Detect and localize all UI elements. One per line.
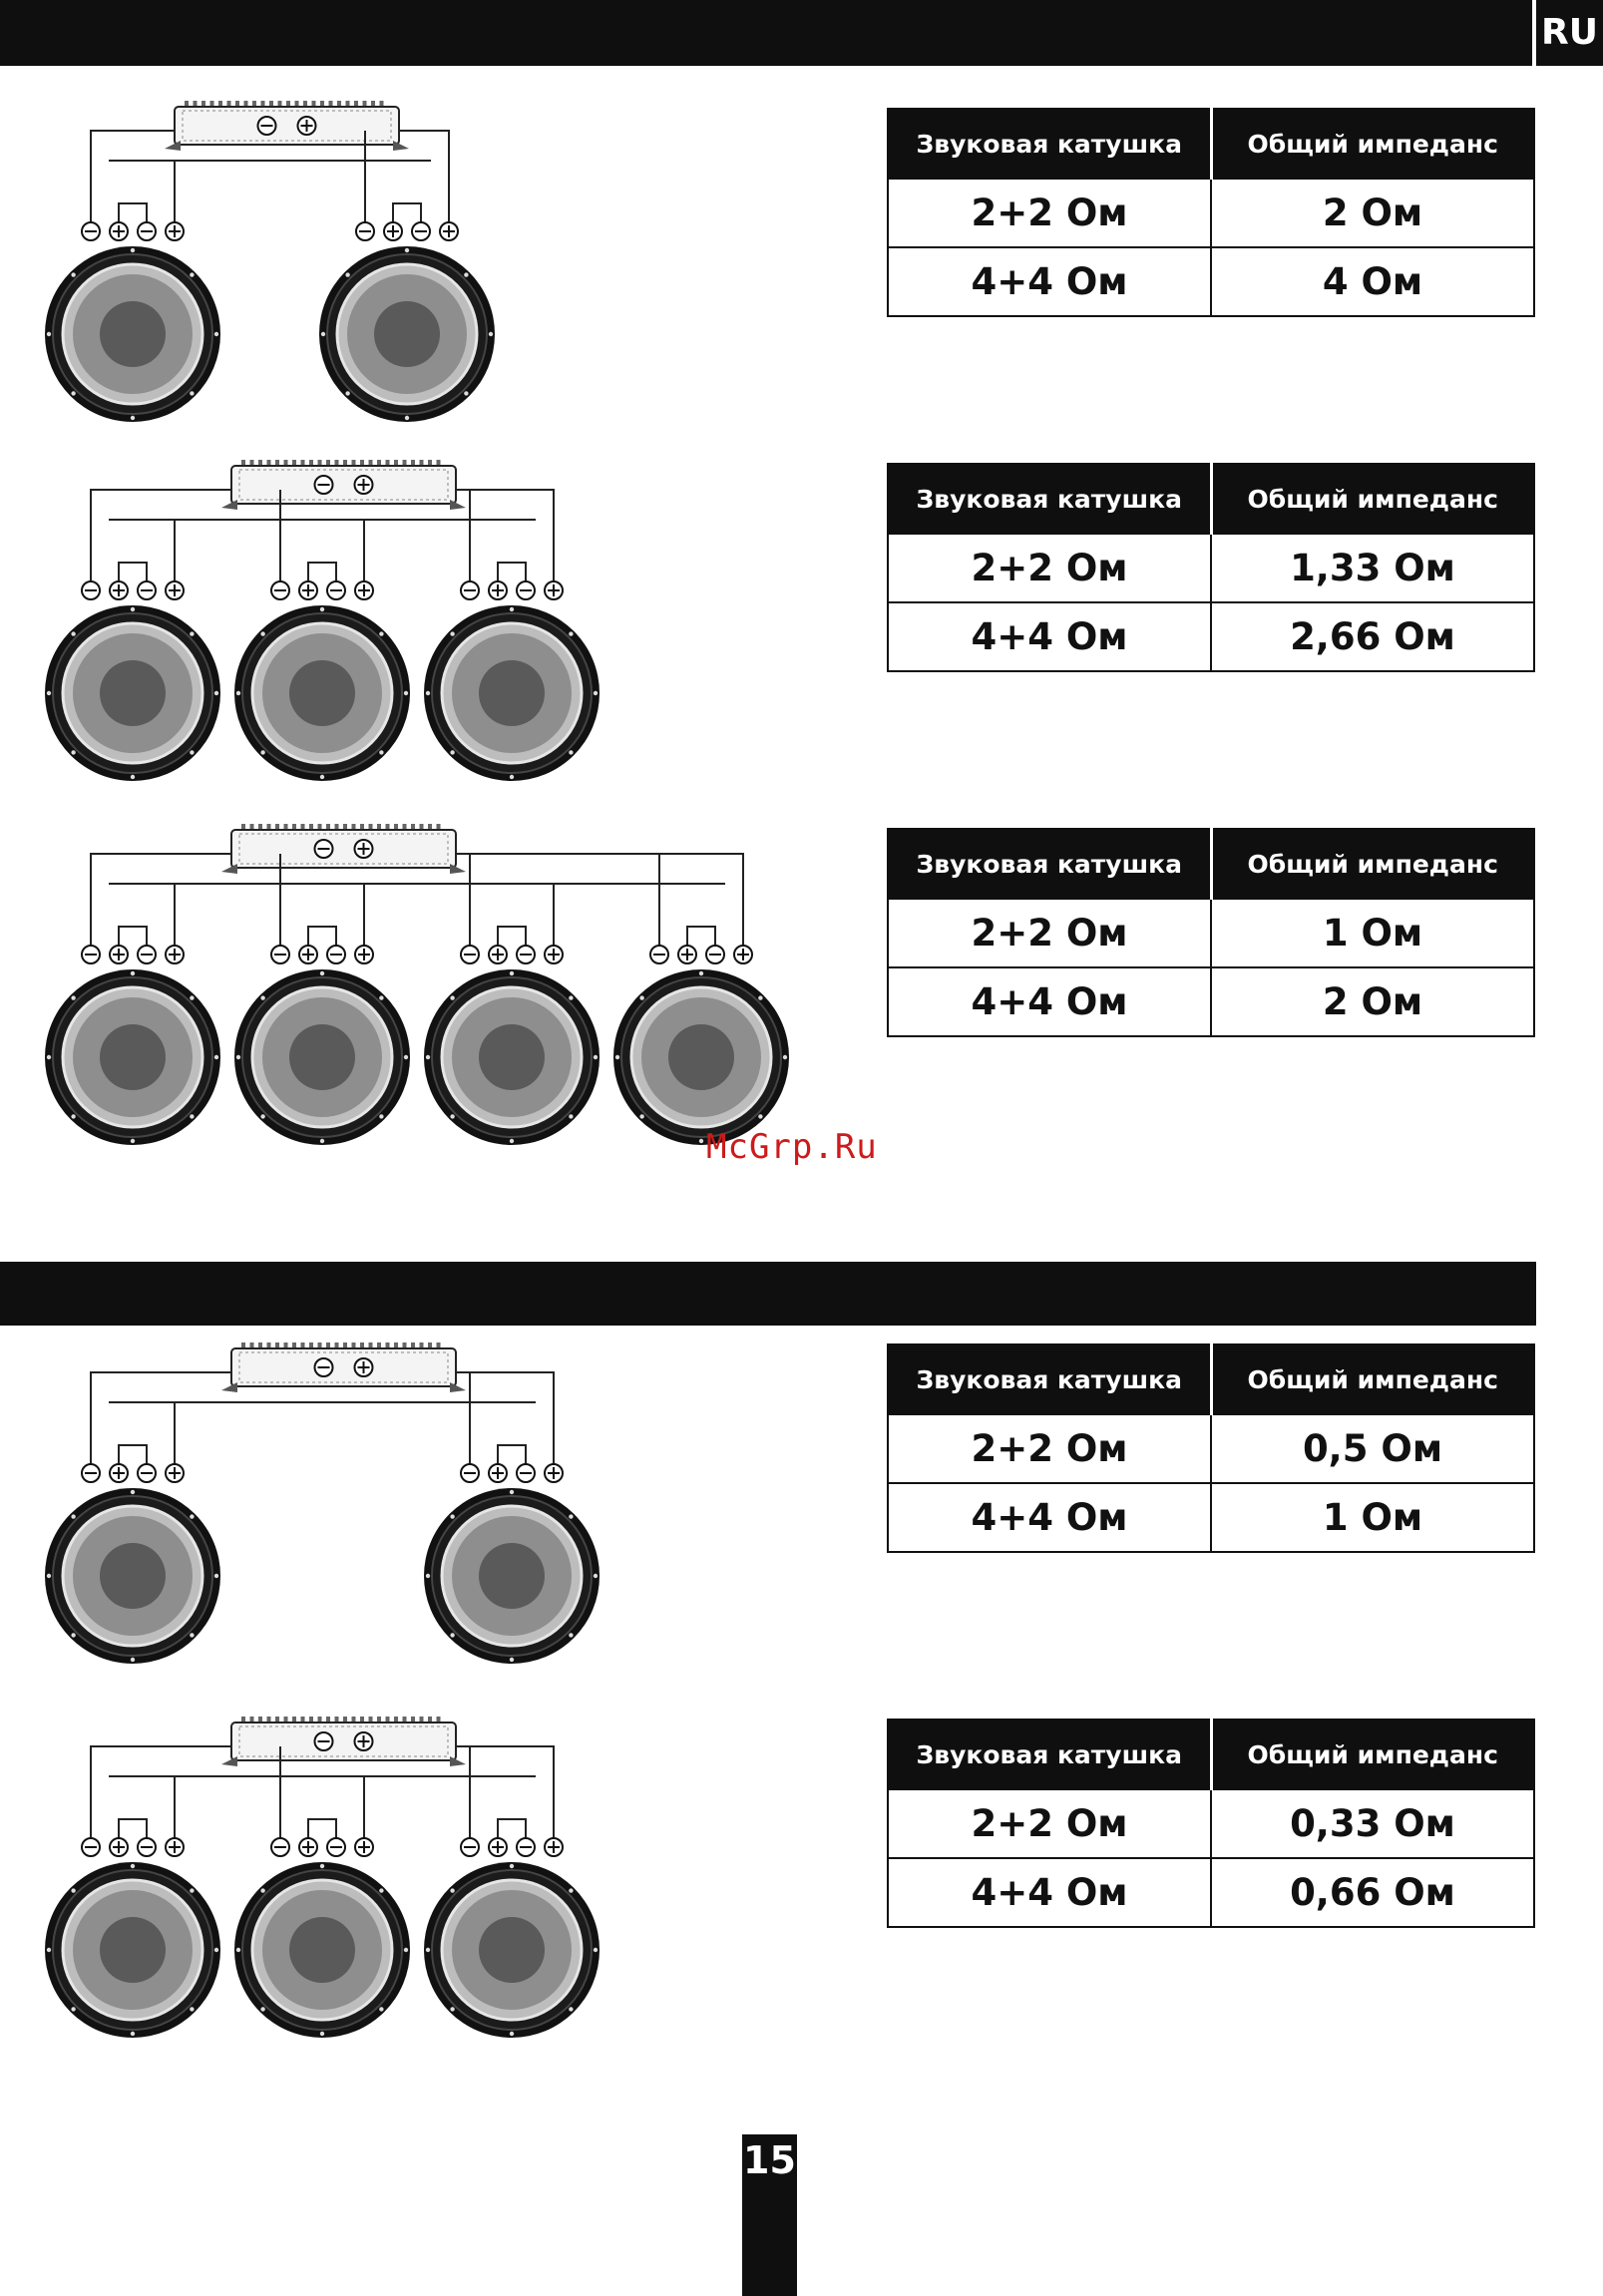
table-row bbox=[888, 1483, 1534, 1552]
wiring-diagram-4 bbox=[0, 1337, 638, 1681]
terminal-plus-icon bbox=[110, 222, 128, 240]
terminal-plus-icon bbox=[545, 581, 563, 599]
coil-cell: 4+4 Ом bbox=[888, 602, 1211, 671]
terminal-plus-icon bbox=[166, 1838, 184, 1856]
terminal-minus-icon bbox=[271, 1838, 289, 1856]
terminal-minus-icon bbox=[517, 1838, 535, 1856]
coil-cell: 4+4 Ом bbox=[888, 1858, 1211, 1927]
terminal-plus-icon bbox=[355, 1732, 373, 1750]
terminal-plus-icon bbox=[545, 946, 563, 963]
table-row bbox=[888, 602, 1534, 671]
col-header-coil: Звуковая катушка bbox=[888, 829, 1211, 899]
terminal-minus-icon bbox=[271, 946, 289, 963]
terminal-minus-icon bbox=[315, 840, 333, 858]
impedance-table-5 bbox=[887, 1719, 1535, 1928]
terminal-minus-icon bbox=[138, 946, 156, 963]
coil-cell: 2+2 Ом bbox=[888, 534, 1211, 602]
wiring-diagram-2 bbox=[0, 454, 638, 798]
table-row bbox=[888, 1858, 1534, 1927]
wiring-diagram-1 bbox=[0, 95, 559, 439]
subwoofer-icon bbox=[45, 246, 220, 422]
terminal-minus-icon bbox=[258, 117, 276, 135]
impedance-cell: 2,66 Ом bbox=[1211, 602, 1534, 671]
terminal-plus-icon bbox=[678, 946, 696, 963]
col-header-impedance: Общий импеданс bbox=[1211, 464, 1534, 534]
terminal-minus-icon bbox=[461, 946, 479, 963]
col-header-coil: Звуковая катушка bbox=[888, 464, 1211, 534]
coil-cell: 2+2 Ом bbox=[888, 1789, 1211, 1858]
col-header-impedance: Общий импеданс bbox=[1211, 109, 1534, 179]
terminal-minus-icon bbox=[138, 581, 156, 599]
impedance-cell: 4 Ом bbox=[1211, 247, 1534, 316]
terminal-plus-icon bbox=[299, 946, 317, 963]
impedance-cell: 0,33 Ом bbox=[1211, 1789, 1534, 1858]
impedance-cell: 1 Ом bbox=[1211, 1483, 1534, 1552]
terminal-plus-icon bbox=[489, 1838, 507, 1856]
terminal-minus-icon bbox=[650, 946, 668, 963]
terminal-minus-icon bbox=[412, 222, 430, 240]
terminal-plus-icon bbox=[166, 946, 184, 963]
impedance-cell: 1,33 Ом bbox=[1211, 534, 1534, 602]
terminal-minus-icon bbox=[327, 946, 345, 963]
terminal-plus-icon bbox=[166, 581, 184, 599]
wiring-diagram-5 bbox=[0, 1711, 638, 2055]
terminal-plus-icon bbox=[166, 1464, 184, 1482]
amplifier-icon bbox=[221, 1717, 466, 1766]
watermark-text: McGrp.Ru bbox=[706, 1127, 878, 1167]
amplifier-icon bbox=[221, 824, 466, 874]
table-row bbox=[888, 534, 1534, 602]
terminal-minus-icon bbox=[461, 581, 479, 599]
top-header-bar bbox=[0, 0, 1532, 66]
terminal-minus-icon bbox=[138, 222, 156, 240]
coil-cell: 2+2 Ом bbox=[888, 179, 1211, 247]
subwoofer-icon bbox=[234, 969, 410, 1145]
table-row bbox=[888, 179, 1534, 247]
terminal-minus-icon bbox=[356, 222, 374, 240]
impedance-cell: 0,66 Ом bbox=[1211, 1858, 1534, 1927]
terminal-plus-icon bbox=[355, 840, 373, 858]
subwoofer-icon bbox=[45, 1862, 220, 2038]
terminal-plus-icon bbox=[355, 1838, 373, 1856]
col-header-impedance: Общий импеданс bbox=[1211, 1344, 1534, 1414]
terminal-minus-icon bbox=[517, 1464, 535, 1482]
col-header-coil: Звуковая катушка bbox=[888, 1720, 1211, 1789]
wiring-lines bbox=[91, 1372, 554, 1473]
subwoofer-icon bbox=[424, 605, 600, 781]
subwoofer-icon bbox=[424, 1488, 600, 1664]
col-header-coil: Звуковая катушка bbox=[888, 1344, 1211, 1414]
wiring-diagram-3 bbox=[0, 818, 818, 1162]
impedance-table-4 bbox=[887, 1343, 1535, 1553]
table-row bbox=[888, 247, 1534, 316]
terminal-plus-icon bbox=[489, 946, 507, 963]
subwoofer-icon bbox=[319, 246, 495, 422]
terminal-minus-icon bbox=[315, 1358, 333, 1376]
terminal-minus-icon bbox=[517, 946, 535, 963]
terminal-minus-icon bbox=[461, 1838, 479, 1856]
terminal-plus-icon bbox=[355, 581, 373, 599]
amplifier-icon bbox=[221, 1342, 466, 1392]
wiring-lines bbox=[91, 854, 743, 955]
subwoofer-icon bbox=[424, 969, 600, 1145]
col-header-impedance: Общий импеданс bbox=[1211, 829, 1534, 899]
terminal-minus-icon bbox=[138, 1464, 156, 1482]
terminal-plus-icon bbox=[355, 1358, 373, 1376]
terminal-plus-icon bbox=[355, 946, 373, 963]
language-badge: RU bbox=[1536, 0, 1603, 66]
impedance-cell: 2 Ом bbox=[1211, 967, 1534, 1036]
terminal-minus-icon bbox=[82, 1464, 100, 1482]
terminal-minus-icon bbox=[82, 222, 100, 240]
terminal-plus-icon bbox=[110, 946, 128, 963]
amplifier-icon bbox=[221, 460, 466, 510]
terminal-minus-icon bbox=[138, 1838, 156, 1856]
subwoofer-icon bbox=[45, 1488, 220, 1664]
terminal-minus-icon bbox=[82, 581, 100, 599]
impedance-cell: 1 Ом bbox=[1211, 899, 1534, 967]
table-row bbox=[888, 899, 1534, 967]
terminal-plus-icon bbox=[734, 946, 752, 963]
impedance-table-3 bbox=[887, 828, 1535, 1037]
terminal-plus-icon bbox=[110, 1464, 128, 1482]
col-header-coil: Звуковая катушка bbox=[888, 109, 1211, 179]
col-header-impedance: Общий импеданс bbox=[1211, 1720, 1534, 1789]
terminal-minus-icon bbox=[271, 581, 289, 599]
amplifier-icon bbox=[165, 101, 409, 151]
impedance-table-1 bbox=[887, 108, 1535, 317]
impedance-cell: 2 Ом bbox=[1211, 179, 1534, 247]
terminal-plus-icon bbox=[299, 1838, 317, 1856]
terminal-plus-icon bbox=[166, 222, 184, 240]
terminal-minus-icon bbox=[315, 1732, 333, 1750]
terminal-plus-icon bbox=[545, 1838, 563, 1856]
page-number: 15 bbox=[742, 2134, 797, 2296]
section-divider-bar bbox=[0, 1262, 1536, 1326]
terminal-minus-icon bbox=[82, 1838, 100, 1856]
coil-cell: 4+4 Ом bbox=[888, 247, 1211, 316]
terminal-minus-icon bbox=[706, 946, 724, 963]
coil-cell: 4+4 Ом bbox=[888, 967, 1211, 1036]
impedance-table-2 bbox=[887, 463, 1535, 672]
terminal-minus-icon bbox=[315, 476, 333, 494]
terminal-minus-icon bbox=[327, 1838, 345, 1856]
terminal-plus-icon bbox=[489, 581, 507, 599]
table-row bbox=[888, 967, 1534, 1036]
terminal-plus-icon bbox=[440, 222, 458, 240]
terminal-plus-icon bbox=[299, 581, 317, 599]
subwoofer-icon bbox=[424, 1862, 600, 2038]
terminal-plus-icon bbox=[298, 117, 316, 135]
terminal-plus-icon bbox=[489, 1464, 507, 1482]
terminal-plus-icon bbox=[110, 581, 128, 599]
coil-cell: 2+2 Ом bbox=[888, 899, 1211, 967]
terminal-plus-icon bbox=[384, 222, 402, 240]
terminal-plus-icon bbox=[355, 476, 373, 494]
terminal-minus-icon bbox=[82, 946, 100, 963]
subwoofer-icon bbox=[45, 969, 220, 1145]
table-row bbox=[888, 1414, 1534, 1483]
terminal-minus-icon bbox=[327, 581, 345, 599]
subwoofer-icon bbox=[234, 1862, 410, 2038]
subwoofer-icon bbox=[45, 605, 220, 781]
coil-cell: 2+2 Ом bbox=[888, 1414, 1211, 1483]
subwoofer-icon bbox=[234, 605, 410, 781]
subwoofer-icon bbox=[613, 969, 789, 1145]
table-row bbox=[888, 1789, 1534, 1858]
wiring-lines bbox=[91, 1746, 554, 1847]
coil-cell: 4+4 Ом bbox=[888, 1483, 1211, 1552]
terminal-plus-icon bbox=[545, 1464, 563, 1482]
terminal-minus-icon bbox=[461, 1464, 479, 1482]
terminal-minus-icon bbox=[517, 581, 535, 599]
impedance-cell: 0,5 Ом bbox=[1211, 1414, 1534, 1483]
terminal-plus-icon bbox=[110, 1838, 128, 1856]
wiring-lines bbox=[91, 490, 554, 590]
